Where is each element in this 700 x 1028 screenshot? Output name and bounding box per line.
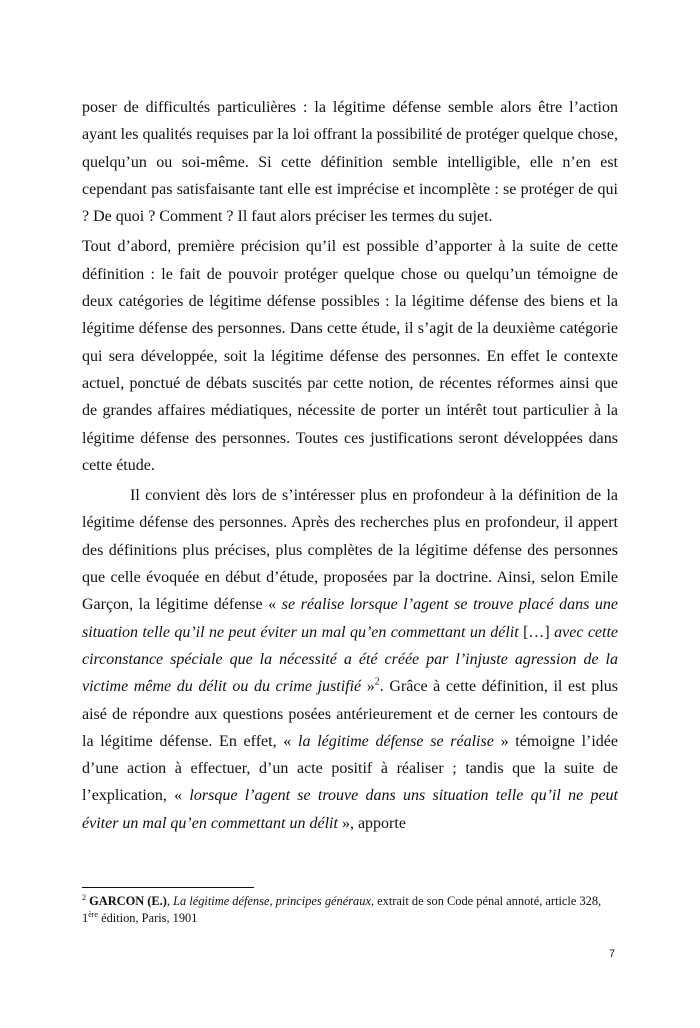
quotation: lorsque l’agent se trouve dans uns situation telle qu’il ne peut éviter un mal qu’en commettant un délit [82,787,619,832]
footnote-title: La légitime défense, principes généraux [173,894,371,908]
paragraph-1 [82,94,618,230]
footnote-edition: édition, Paris, 1901 [97,911,198,925]
quotation: la légitime défense se réalise [298,732,494,750]
text-run: Il convient dès lors de s’intéresser plus en profondeur à la définition de la légitime défense des personnes. Après des recherches plus en profondeur, il appert des définitions plus précises, plus complètes de la légitime défense des personnes que celle évoquée en début d’étude, proposées par la doctrine. Ainsi, selon Emile Garçon, la légitime défense « [82,487,618,614]
main-text [82,94,618,837]
paragraph-3 [82,482,618,837]
text-run: Tout d’abord, première précision qu’il est possible d’apporter à la suite de cette définition : le fait de pouvoir protéger quelque chose ou quelqu’un témoigne de deux catégories de légitime défense possibles : la légitime défense des biens et la légitime défense des personnes. Dans cette étude, il s’agit de la deuxième catégorie qui sera développée, soit la légitime défense des personnes. En effet le contexte actuel, ponctué de débats suscités par cette notion, de récentes réformes ainsi que de grandes affaires médiatiques, nécessite de porter un intérêt tout particulier à la légitime défense des personnes. Toutes ces justifications seront développées dans cette étude. [82,238,618,474]
footnote-details: , extrait de son Code pénal annoté, article 328, 1 [82,894,602,925]
text-run: » [361,678,375,696]
quotation: se réalise lorsque l’agent se trouve placé dans une situation telle qu’il ne peut éviter un mal qu’en commettant un délit [82,596,619,641]
text-run: . Grâce à cette définition, il est plus aisé de répondre aux questions posées antérieurement et de cerner les contours de la légitime défense. En effet, « [82,678,619,750]
footnote-edition-suffix: ère [88,909,98,919]
paragraph-2 [82,233,618,479]
footnote-number: 2 [82,892,86,902]
text-run: poser de difficultés particulières : la légitime défense semble alors être l’action ayant les qualités requises par la loi offrant la possibilité de protéger quelque chose, quelqu’un ou soi-même. Si cette définition semble intelligible, elle n’en est cependant pas satisfaisante tant elle est imprécise et incomplète : se protéger de qui ? De quoi ? Comment ? Il faut alors préciser les termes du sujet. [82,99,618,226]
quotation: avec cette circonstance spéciale que la nécessité a été créée par l’injuste agression de la victime même du délit ou du crime justifié [82,623,619,696]
footnote-author: GARCON (E.) [89,894,167,908]
footnote-divider [82,887,254,888]
text-run: », apporte [337,814,406,832]
text-run: » témoigne l’idée d’une action à effectuer, d’un acte positif à réaliser ; tandis que la suite de l’explication, « [82,732,618,805]
footnote-separator: , [166,894,174,908]
text-run: […] [518,623,555,641]
footnote-reference: 2 [374,676,380,688]
footnote-2 [82,893,618,927]
page-number: 7 [609,948,616,960]
